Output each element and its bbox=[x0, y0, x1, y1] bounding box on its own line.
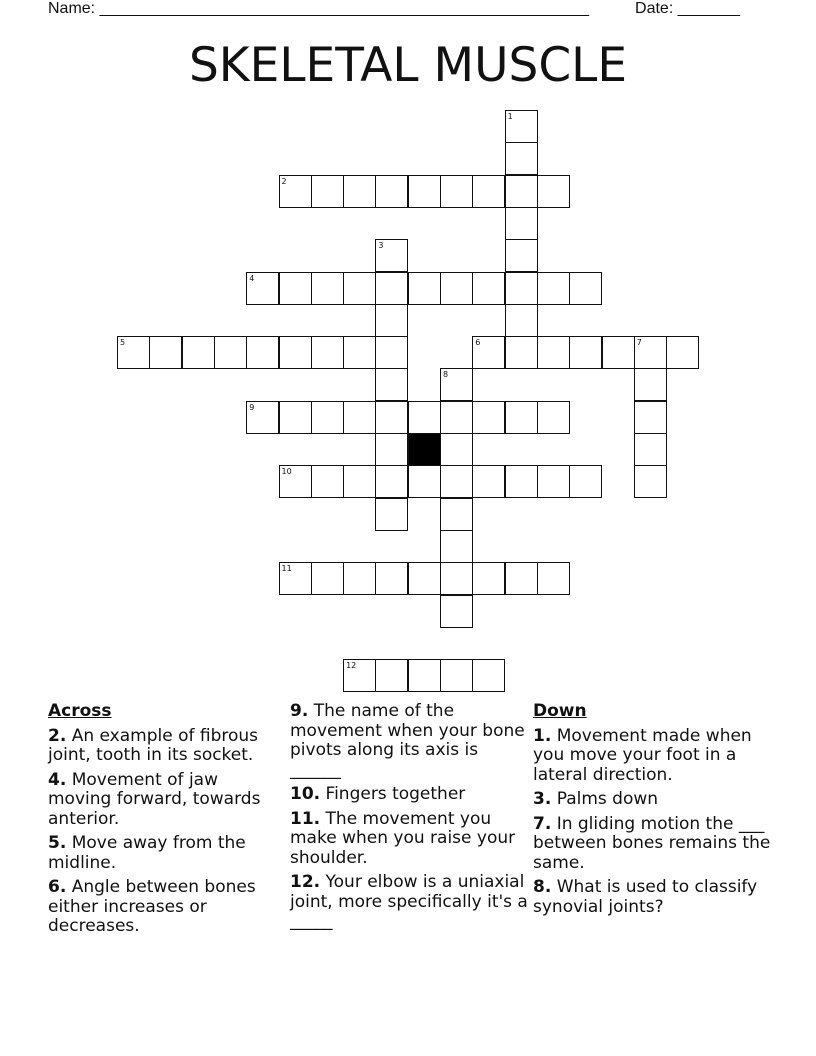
clue-across-4: 4. Movement of jaw moving forward, towards anterior. bbox=[48, 769, 261, 829]
date-field[interactable]: Date: _______ bbox=[635, 0, 740, 17]
clue-across-5: 5. Move away from the midline. bbox=[48, 833, 246, 873]
clue-number-6: 6 bbox=[475, 338, 481, 348]
clue-number-9: 9 bbox=[249, 402, 255, 412]
grid-cell[interactable] bbox=[375, 401, 408, 434]
grid-cell[interactable] bbox=[537, 562, 570, 595]
grid-cell[interactable] bbox=[440, 498, 473, 531]
grid-cell[interactable] bbox=[505, 207, 538, 240]
grid-cell[interactable] bbox=[214, 336, 247, 369]
grid-cell[interactable] bbox=[666, 336, 699, 369]
grid-cell[interactable] bbox=[440, 368, 473, 401]
grid-cell[interactable] bbox=[408, 175, 441, 208]
grid-cell[interactable] bbox=[537, 336, 570, 369]
grid-cell[interactable] bbox=[634, 336, 667, 369]
clue-down-3: 3. Palms down bbox=[533, 789, 659, 809]
grid-cell[interactable] bbox=[472, 562, 505, 595]
page-title: SKELETAL MUSCLE bbox=[188, 38, 628, 93]
grid-cell[interactable] bbox=[472, 465, 505, 498]
grid-cell[interactable] bbox=[440, 595, 473, 628]
grid-cell[interactable] bbox=[279, 562, 312, 595]
grid-cell[interactable] bbox=[246, 336, 279, 369]
grid-cell[interactable] bbox=[440, 659, 473, 692]
grid-cell[interactable] bbox=[537, 175, 570, 208]
grid-cell[interactable] bbox=[375, 304, 408, 337]
grid-cell[interactable] bbox=[505, 175, 538, 208]
clues-column-1 bbox=[48, 702, 284, 942]
grid-cell[interactable] bbox=[537, 272, 570, 305]
grid-cell[interactable] bbox=[343, 659, 376, 692]
grid-cell[interactable] bbox=[537, 465, 570, 498]
grid-cell[interactable] bbox=[279, 272, 312, 305]
grid-cell[interactable] bbox=[408, 465, 441, 498]
grid-cell[interactable] bbox=[375, 659, 408, 692]
grid-cell[interactable] bbox=[440, 562, 473, 595]
grid-cell[interactable] bbox=[375, 498, 408, 531]
clue-number-1: 1 bbox=[507, 112, 513, 121]
grid-cell[interactable] bbox=[505, 239, 538, 272]
grid-cell[interactable] bbox=[311, 272, 344, 305]
grid-cell[interactable] bbox=[440, 465, 473, 498]
grid-cell[interactable] bbox=[505, 465, 538, 498]
grid-cell[interactable] bbox=[440, 530, 473, 563]
grid-cell[interactable] bbox=[279, 175, 312, 208]
grid-cell[interactable] bbox=[505, 272, 538, 305]
clue-number-8: 8 bbox=[443, 370, 449, 380]
grid-cell[interactable] bbox=[343, 401, 376, 434]
grid-cell[interactable] bbox=[311, 336, 344, 369]
grid-cell[interactable] bbox=[440, 401, 473, 434]
grid-cell[interactable] bbox=[634, 401, 667, 434]
grid-cell[interactable] bbox=[505, 142, 538, 175]
grid-cell[interactable] bbox=[537, 401, 570, 434]
clue-number-11: 11 bbox=[281, 564, 292, 574]
name-field[interactable]: Name: _______________________________________________________ bbox=[48, 0, 589, 17]
grid-cell[interactable] bbox=[472, 272, 505, 305]
grid-cell[interactable] bbox=[505, 110, 538, 143]
grid-cell[interactable] bbox=[440, 272, 473, 305]
grid-cell[interactable] bbox=[440, 175, 473, 208]
grid-cell[interactable] bbox=[375, 336, 408, 369]
clue-down-1: 1. Movement made when you move your foot in a lateral direction. bbox=[533, 725, 752, 785]
grid-cell[interactable] bbox=[149, 336, 182, 369]
clue-number-10: 10 bbox=[281, 467, 292, 477]
grid-cell[interactable] bbox=[182, 336, 215, 369]
grid-cell[interactable] bbox=[569, 272, 602, 305]
clues-column-2 bbox=[290, 702, 530, 937]
across-heading: Across bbox=[48, 701, 112, 721]
grid-cell[interactable] bbox=[246, 272, 279, 305]
grid-cell[interactable] bbox=[408, 272, 441, 305]
grid-cell[interactable] bbox=[279, 465, 312, 498]
clue-across-6: 6. Angle between bones either increases or decreases. bbox=[48, 877, 256, 936]
grid-cell[interactable] bbox=[375, 368, 408, 401]
grid-cell[interactable] bbox=[375, 175, 408, 208]
grid-cell[interactable] bbox=[472, 336, 505, 369]
grid-cell[interactable] bbox=[279, 336, 312, 369]
grid-cell[interactable] bbox=[375, 239, 408, 272]
black-cell bbox=[408, 433, 441, 466]
grid-cell[interactable] bbox=[311, 175, 344, 208]
clue-number-3: 3 bbox=[378, 241, 384, 251]
grid-cell[interactable] bbox=[375, 465, 408, 498]
grid-cell[interactable] bbox=[375, 433, 408, 466]
clue-across-11: 11. The movement you make when you raise your shoulder. bbox=[290, 808, 516, 868]
grid-cell[interactable] bbox=[408, 401, 441, 434]
grid-cell[interactable] bbox=[634, 368, 667, 401]
down-heading: Down bbox=[533, 701, 587, 721]
grid-cell[interactable] bbox=[375, 562, 408, 595]
grid-cell[interactable] bbox=[472, 175, 505, 208]
grid-cell[interactable] bbox=[408, 659, 441, 692]
grid-cell[interactable] bbox=[311, 562, 344, 595]
clue-across-2: 2. An example of fibrous joint, tooth in its socket. bbox=[48, 725, 259, 765]
clue-across-9: 9. The name of the movement when your bone pivots along its axis is ______ bbox=[290, 701, 525, 780]
clue-down-7: 7. In gliding motion the ___ between bones remains the same. bbox=[533, 813, 771, 873]
grid-cell[interactable] bbox=[343, 272, 376, 305]
grid-cell[interactable] bbox=[343, 336, 376, 369]
grid-cell[interactable] bbox=[343, 562, 376, 595]
grid-cell[interactable] bbox=[311, 465, 344, 498]
clue-number-2: 2 bbox=[281, 176, 287, 186]
clue-number-7: 7 bbox=[636, 338, 642, 348]
grid-cell[interactable] bbox=[505, 562, 538, 595]
clue-number-5: 5 bbox=[120, 338, 126, 348]
clue-across-12: 12. Your elbow is a uniaxial joint, more specifically it's a _____ bbox=[290, 872, 528, 931]
grid-cell[interactable] bbox=[602, 336, 635, 369]
grid-cell[interactable] bbox=[440, 433, 473, 466]
grid-cell[interactable] bbox=[472, 659, 505, 692]
grid-cell[interactable] bbox=[634, 433, 667, 466]
grid-cell[interactable] bbox=[375, 272, 408, 305]
grid-cell[interactable] bbox=[117, 336, 150, 369]
grid-cell[interactable] bbox=[343, 175, 376, 208]
clue-number-4: 4 bbox=[249, 273, 255, 283]
grid-cell[interactable] bbox=[505, 401, 538, 434]
grid-cell[interactable] bbox=[505, 336, 538, 369]
clues-column-3 bbox=[533, 702, 773, 922]
grid-cell[interactable] bbox=[311, 401, 344, 434]
grid-cell[interactable] bbox=[569, 465, 602, 498]
grid-cell[interactable] bbox=[246, 401, 279, 434]
clue-down-8: 8. What is used to classify synovial joints? bbox=[533, 877, 758, 917]
clue-across-10: 10. Fingers together bbox=[290, 784, 466, 804]
grid-cell[interactable] bbox=[472, 401, 505, 434]
grid-cell[interactable] bbox=[279, 401, 312, 434]
grid-cell[interactable] bbox=[634, 465, 667, 498]
grid-cell[interactable] bbox=[343, 465, 376, 498]
grid-cell[interactable] bbox=[569, 336, 602, 369]
clue-number-12: 12 bbox=[346, 661, 357, 671]
grid-cell[interactable] bbox=[505, 304, 538, 337]
grid-cell[interactable] bbox=[408, 562, 441, 595]
